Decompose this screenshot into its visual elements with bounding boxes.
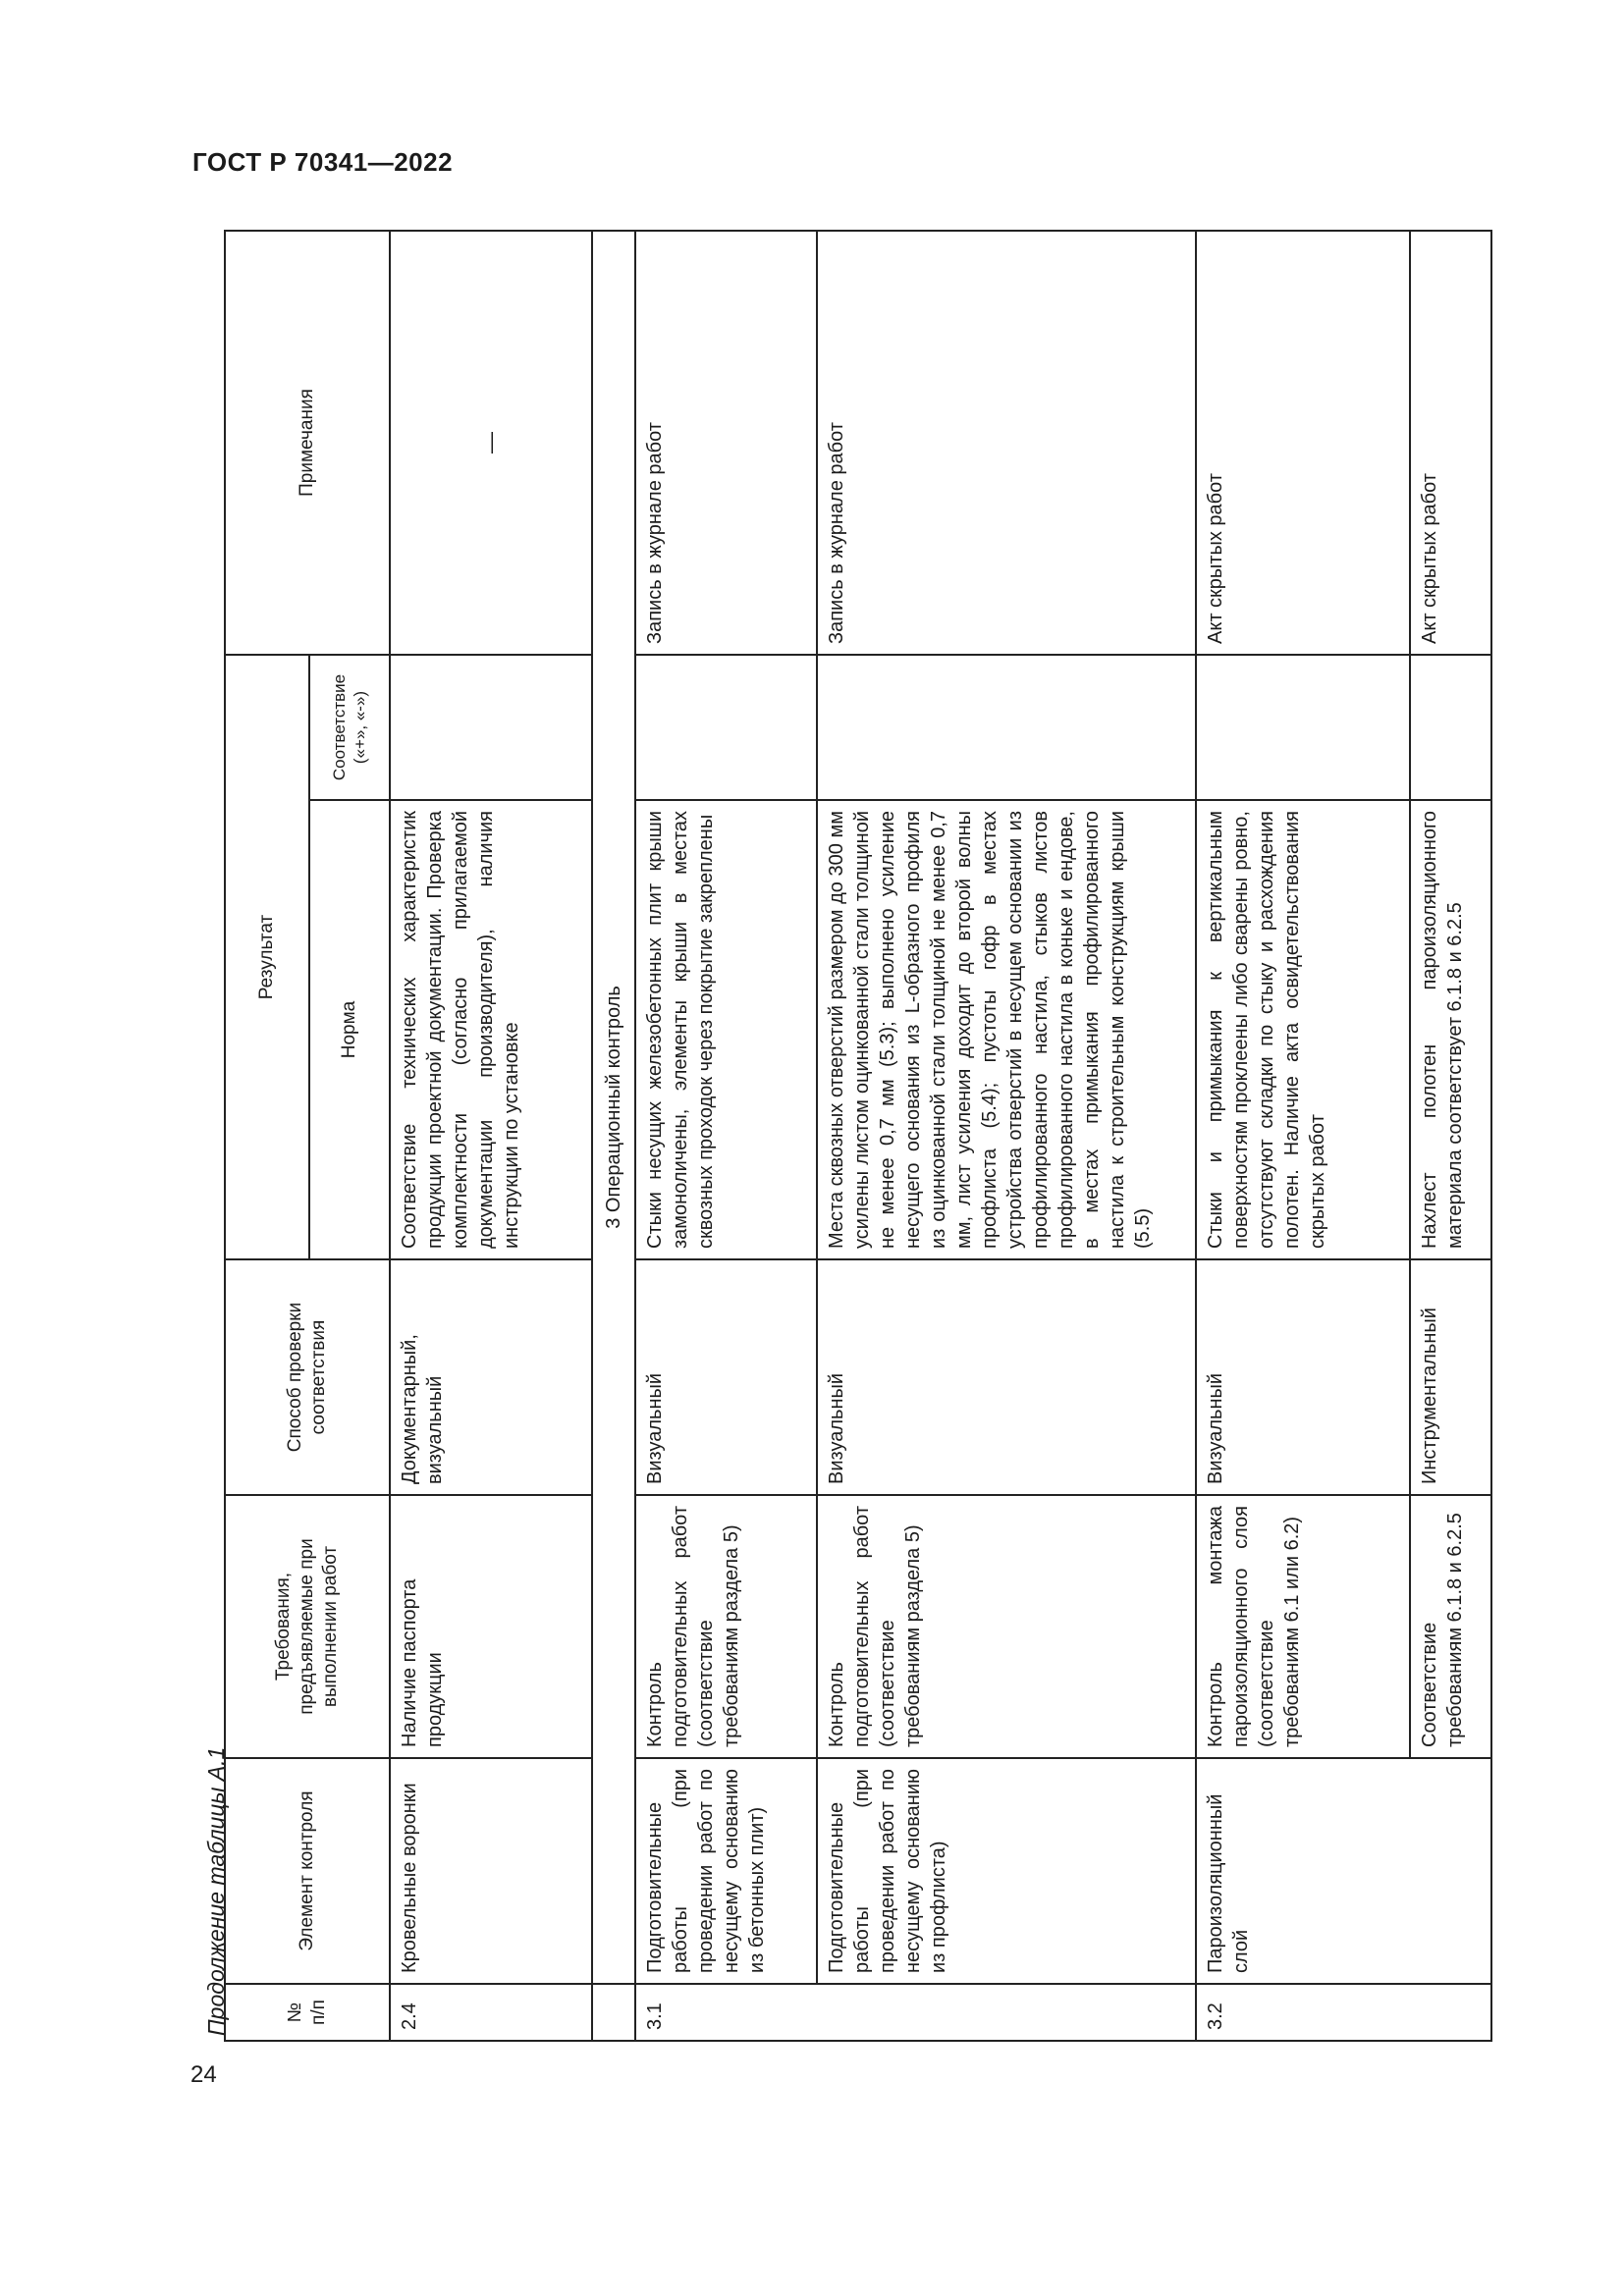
cell-num: 3.1 xyxy=(635,1984,1196,2041)
cell-element: Кровельные воронки xyxy=(390,1758,592,1984)
cell-compliance xyxy=(817,655,1196,800)
cell-norm: Соответствие технических характеристик продукции проектной документации. Проверка комплектности (согласно прилагаемой документации производителя), наличия инструкции по установке xyxy=(390,800,592,1259)
header-notes: Примечания xyxy=(225,231,390,655)
header-requirements: Требования, предъявляемые при выполнении работ xyxy=(225,1495,390,1758)
header-result: Результат xyxy=(225,655,309,1259)
cell-notes: Акт скрытых работ xyxy=(1196,231,1409,655)
table-row-3-1a xyxy=(635,231,816,2041)
cell-norm: Нахлест полотен пароизоляционного материала соответствует 6.1.8 и 6.2.5 xyxy=(1410,800,1491,1259)
cell-element: Подготовительные работы (при проведении работ по несущему основанию из бетонных плит) xyxy=(635,1758,816,1984)
header-method: Способ проверки соответствия xyxy=(225,1259,390,1495)
cell-requirement: Контроль монтажа пароизоляционного слоя (соответствие требованиям 6.1 или 6.2) xyxy=(1196,1495,1409,1758)
cell-method: Визуальный xyxy=(817,1259,1196,1495)
cell-element: Подготовительные работы (при проведении работ по несущему основанию из профлиста) xyxy=(817,1758,1196,1984)
cell-notes: Запись в журнале работ xyxy=(817,231,1196,655)
header-element: Элемент контроля xyxy=(225,1758,390,1984)
header-num: № п/п xyxy=(225,1984,390,2041)
cell-requirement: Наличие паспорта продукции xyxy=(390,1495,592,1758)
table-row-3-1b xyxy=(817,231,1196,2041)
cell-notes: — xyxy=(390,231,592,655)
rotated-table-frame xyxy=(224,232,1492,2042)
cell-compliance xyxy=(1196,655,1409,800)
cell-requirement: Контроль подготовительных работ (соответствие требованиям раздела 5) xyxy=(817,1495,1196,1758)
cell-notes: Запись в журнале работ xyxy=(635,231,816,655)
cell-norm: Стыки несущих железобетонных плит крыши замоноличены, элементы крыши в местах сквозных проходок через покрытие закреплены xyxy=(635,800,816,1259)
cell-compliance xyxy=(390,655,592,800)
table-row-2-4 xyxy=(390,231,592,2041)
page-number: 24 xyxy=(190,2061,217,2088)
header-norm: Норма xyxy=(309,800,390,1259)
table-caption: Продолжение таблицы А.1 xyxy=(203,1746,229,2036)
cell-requirement: Соответствие требованиям 6.1.8 и 6.2.5 xyxy=(1410,1495,1491,1758)
header-compliance: Соответствие («+», «-») xyxy=(309,655,390,800)
cell-num: 3.2 xyxy=(1196,1984,1491,2041)
cell-method: Визуальный xyxy=(635,1259,816,1495)
cell-compliance xyxy=(635,655,816,800)
section-heading: 3 Операционный контроль xyxy=(592,231,635,1984)
table-container xyxy=(224,232,1492,2042)
cell-compliance xyxy=(1410,655,1491,800)
control-table xyxy=(224,230,1492,2042)
cell-norm: Места сквозных отверстий размером до 300 мм усилены листом оцинкованной стали толщиной не менее 0,7 мм (5.3); выполнено усиление несущего основания из L-образного профиля из оцинкованной стали толщиной не менее 0,7 мм, лист усиления доходит до второй волны профлиста (5.4); пустоты гофр в местах устройства отверстий в несущем основании из профилированного настила, стыков листов профилированного настила в коньке и ендове, в местах примыкания профилированного настила к строительным конструкциям крыши (5.5) xyxy=(817,800,1196,1259)
cell-method: Инструментальный xyxy=(1410,1259,1491,1495)
cell-method: Документарный, визуальный xyxy=(390,1259,592,1495)
cell-element: Пароизоляционный слой xyxy=(1196,1758,1491,1984)
cell-notes: Акт скрытых работ xyxy=(1410,231,1491,655)
section-row-3 xyxy=(592,231,635,2041)
table-row-3-2a xyxy=(1196,231,1409,2041)
cell-norm: Стыки и примыкания к вертикальным поверхностям проклеены либо сварены ровно, отсутствуют складки по стыку и расхождения полотен. Наличие акта освидетельствования скрытых работ xyxy=(1196,800,1409,1259)
document-title: ГОСТ Р 70341—2022 xyxy=(192,147,454,177)
cell-requirement: Контроль подготовительных работ (соответствие требованиям раздела 5) xyxy=(635,1495,816,1758)
cell-num: 2.4 xyxy=(390,1984,592,2041)
cell-method: Визуальный xyxy=(1196,1259,1409,1495)
